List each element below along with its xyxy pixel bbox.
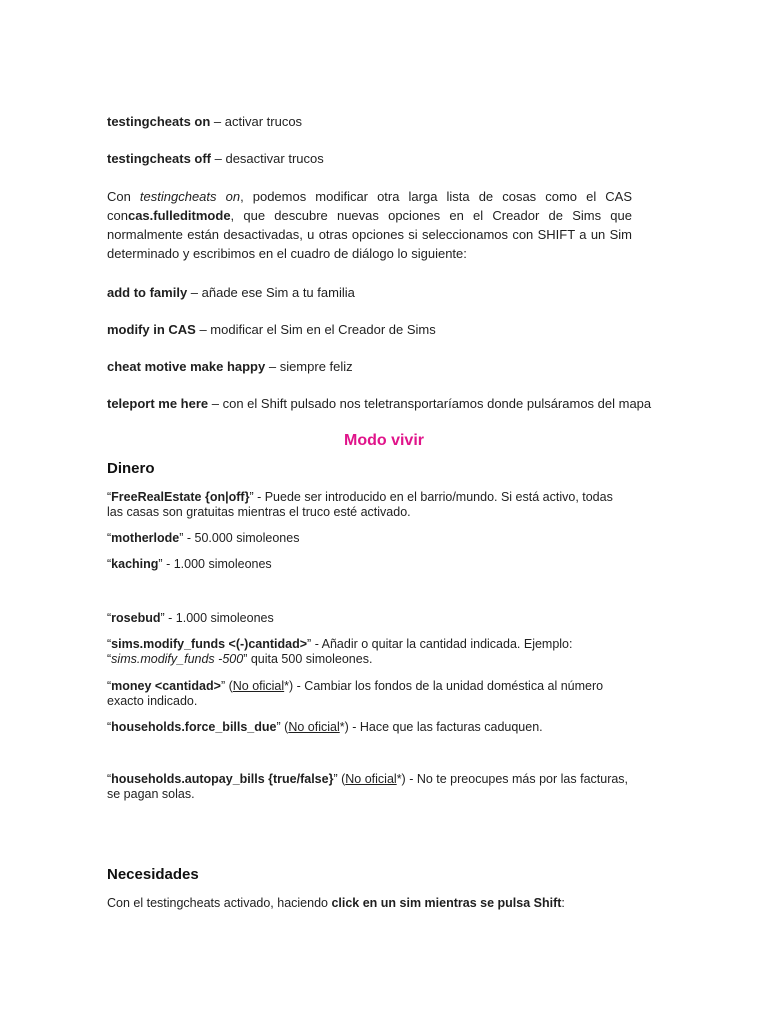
quote-close: ” — [243, 652, 248, 666]
no-oficial-link[interactable]: No oficial — [288, 720, 340, 734]
cheat-description: - 1.000 simoleones — [162, 557, 272, 571]
quote-open: “ — [107, 772, 112, 786]
quote-open: “ — [107, 490, 112, 504]
cheat-description: *) - Hace que las facturas caduquen. — [339, 720, 543, 734]
quote-open: “ — [107, 679, 112, 693]
quote-open: “ — [107, 557, 112, 571]
cheat-command: money <cantidad> — [111, 679, 221, 693]
cheat-command: motherlode — [111, 531, 180, 545]
cheat-description: - Añadir o quitar la cantidad indicada. Ejemplo: — [311, 637, 573, 651]
quote-open: “ — [107, 611, 112, 625]
cheat-add-to-family — [107, 283, 632, 302]
necesidades-intro — [107, 896, 667, 911]
paragraph-text: , que descubre nuevas opciones en el Creador de Sims que normalmente están desactivadas, u otras opciones si seleccionamos con SHIFT a un Sim determinado y escribimos en el cuadro de diálogo lo siguiente: — [107, 208, 632, 261]
cheat-money: “money <cantidad>” (No oficial*) - Cambiar los fondos de la unidad doméstica al número exacto indicado. — [107, 679, 604, 708]
paragraph-bold: cas.fulleditmode — [127, 208, 231, 223]
cheat-command: cheat motive make happy — [107, 359, 266, 374]
quote-close: ” — [158, 557, 163, 571]
intro-bold: click en un sim mientras se pulsa Shift — [331, 896, 562, 910]
cheat-example-description: quita 500 simoleones. — [247, 652, 373, 666]
intro-text: Con el testingcheats activado, haciendo — [107, 896, 332, 910]
cheat-description: - Puede ser introducido en el barrio/mundo. Si está activo, todas las casas son gratuitas mientras el truco esté activado. — [107, 490, 613, 519]
cheat-description: - 1.000 simoleones — [164, 611, 274, 625]
no-oficial-link[interactable]: No oficial — [232, 679, 285, 693]
quote-close: ” — [220, 679, 226, 693]
cheat-description: *) - Cambiar los fondos de la unidad doméstica al número exacto indicado. — [107, 679, 604, 708]
cheat-command: rosebud — [111, 611, 161, 625]
cheat-command: add to family — [107, 285, 188, 300]
quote-close: ” — [333, 772, 338, 786]
cheat-command: sims.modify_funds <(-)cantidad> — [111, 637, 308, 651]
cheat-testingcheats-on — [107, 112, 632, 131]
cheat-freerealestate — [107, 490, 632, 520]
cheat-description: *) - No te preocupes más por las facturas, se pagan solas. — [107, 772, 629, 801]
quote-open: “ — [107, 531, 112, 545]
paragraph-text: Con — [107, 189, 140, 204]
cheat-description: – con el Shift pulsado nos teletransportaríamos donde pulsáramos del mapa — [208, 396, 652, 411]
cheat-motive-happy — [107, 357, 632, 376]
cheat-command: modify in CAS — [107, 322, 196, 337]
quote-close: ” — [249, 490, 254, 504]
cheat-rosebud — [107, 611, 632, 626]
heading-necesidades: Necesidades — [107, 866, 199, 883]
quote-close: ” — [179, 531, 184, 545]
cheat-description: – modificar el Sim en el Creador de Sims — [195, 322, 436, 337]
no-oficial-link[interactable]: No oficial — [345, 772, 397, 786]
cheat-example: sims.modify_funds -500 — [111, 652, 244, 666]
cheat-command: testingcheats off — [107, 151, 212, 166]
cheat-description: – añade ese Sim a tu familia — [187, 285, 355, 300]
paragraph-text: , podemos modificar otra larga lista de cosas como el CAS con — [107, 189, 632, 223]
cheat-description: – siempre feliz — [265, 359, 353, 374]
testingcheats-paragraph — [107, 187, 632, 263]
cheat-motherlode — [107, 531, 632, 546]
cheat-autopay-bills: “households.autopay_bills {true/false}” (No oficial*) - No te preocupes más por las facturas, se pagan solas. — [107, 772, 629, 801]
cheat-command: FreeRealEstate {on|off} — [111, 490, 250, 504]
cheat-command: households.autopay_bills {true/false} — [111, 772, 334, 786]
cheat-description: - 50.000 simoleones — [183, 531, 300, 545]
cheat-command: households.force_bills_due — [111, 720, 277, 734]
paragraph-italic: testingcheats on — [139, 189, 241, 204]
quote-close: ” — [160, 611, 165, 625]
section-title-modo-vivir: Modo vivir — [343, 432, 424, 449]
cheat-teleport — [107, 394, 667, 413]
cheat-command: kaching — [111, 557, 159, 571]
cheat-description: – activar trucos — [210, 114, 303, 129]
quote-open: “ — [107, 652, 112, 666]
quote-open: “ — [107, 637, 112, 651]
cheat-kaching — [107, 557, 632, 572]
quote-open: “ — [107, 720, 112, 734]
cheat-command: testingcheats on — [107, 114, 211, 129]
cheat-modify-funds — [107, 637, 632, 667]
intro-text: : — [561, 896, 565, 910]
cheat-testingcheats-off — [107, 149, 632, 168]
cheat-force-bills: “households.force_bills_due” (No oficial*) - Hace que las facturas caduquen. — [107, 720, 543, 734]
cheat-modify-in-cas — [107, 320, 632, 339]
quote-close: ” — [307, 637, 312, 651]
cheat-command: teleport me here — [107, 396, 209, 411]
cheat-description: – desactivar trucos — [211, 151, 324, 166]
heading-dinero: Dinero — [107, 460, 155, 477]
quote-close: ” — [276, 720, 281, 734]
